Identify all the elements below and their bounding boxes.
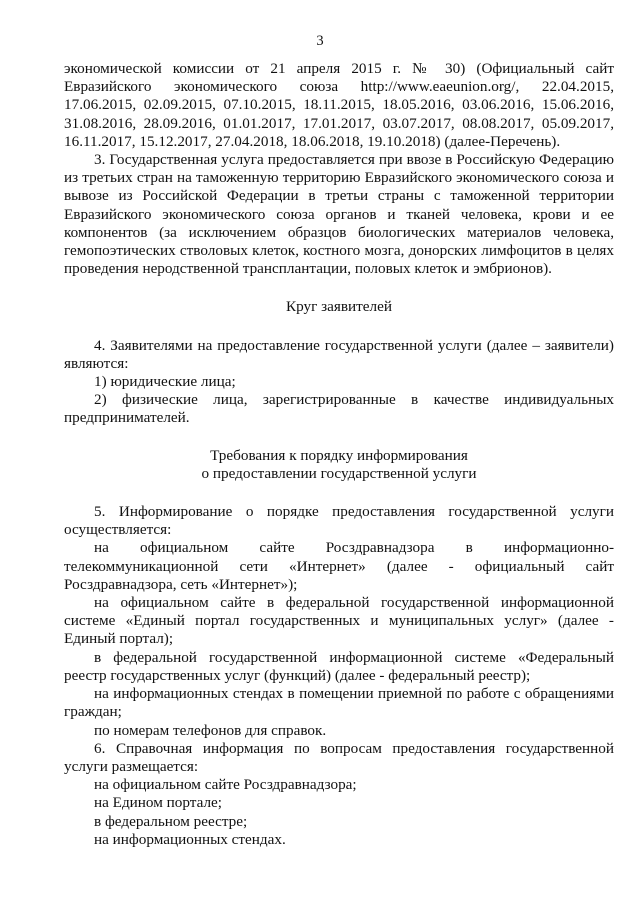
paragraph-5-item-4: на информационных стендах в помещении приемной по работе с обращениями граждан; (64, 685, 614, 721)
paragraph-4-item-1: 1) юридические лица; (94, 373, 236, 391)
paragraph-6-item-3: в федеральном реестре; (94, 812, 248, 830)
paragraph-6-item-4: на информационных стендах. (94, 830, 286, 848)
paragraph-6-item-1: на официальном сайте Росздравнадзора; (94, 776, 357, 794)
paragraph-6-item-2: на Едином портале; (94, 794, 222, 812)
paragraph-6: 6. Справочная информация по вопросам предоставления государственной услуги размещается: (64, 739, 614, 775)
paragraph-3: 3. Государственная услуга предоставляется при ввозе в Российскую Федерацию из третьих стран на таможенную территорию Евразийского экономического союза и вывозе из Российской Федерации в третьи страны с таможенной территории Евразийского экономического союза органов и тканей человека, крови и ее компонентов (за исключением образцов биологических материалов человека, гемопоэтических стволовых клеток, костного мозга, донорских лимфоцитов в целях проведения неродственной трансплантации, половых клеток и эмбрионов). (64, 151, 614, 278)
paragraph-5: 5. Информирование о порядке предоставления государственной услуги осуществляется: (64, 503, 614, 539)
intro-paragraph: экономической комиссии от 21 апреля 2015 г. № 30) (Официальный сайт Евразийского экономического союза http://www.eaeunion.org/, 22.04.2015, 17.06.2015, 02.09.2015, 07.10.2015, 18.11.2015, 18.05.2016, 03.06.2016, 15.06.2016, 31.08.2016, 28.09.2016, 01.01.2017, 17.01.2017, 03.07.2017, 08.08.2017, 05.09.2017, 16.11.2017, 15.12.2017, 27.04.2018, 18.06.2018, 19.10.2018) (далее-Перечень). (64, 60, 614, 150)
page-number: 3 (316, 33, 324, 49)
paragraph-5-item-3: в федеральной государственной информационной системе «Федеральный реестр государственных услуг (функций) (далее - федеральный реестр); (64, 648, 614, 684)
paragraph-4-item-2: 2) физические лица, зарегистрированные в качестве индивидуальных предпринимателей. (64, 391, 614, 427)
paragraph-5-item-1: на официальном сайте Росздравнадзора в информационно-телекоммуникационной сети «Интернет» (далее - официальный сайт Росздравнадзора, сеть «Интернет»); (64, 539, 614, 593)
document-body (64, 60, 614, 849)
heading-informing-line-2: о предоставлении государственной услуги (201, 464, 477, 482)
heading-informing-block (64, 447, 614, 483)
paragraph-5-item-2: на официальном сайте в федеральной государственной информационной системе «Единый портал государственных и муниципальных услуг» (далее - Единый портал); (64, 594, 614, 648)
paragraph-4: 4. Заявителями на предоставление государственной услуги (далее – заявители) являются: (64, 336, 614, 372)
paragraph-5-item-5: по номерам телефонов для справок. (94, 721, 327, 739)
heading-applicants: Круг заявителей (286, 298, 392, 316)
heading-informing-line-1: Требования к порядку информирования (210, 446, 468, 464)
